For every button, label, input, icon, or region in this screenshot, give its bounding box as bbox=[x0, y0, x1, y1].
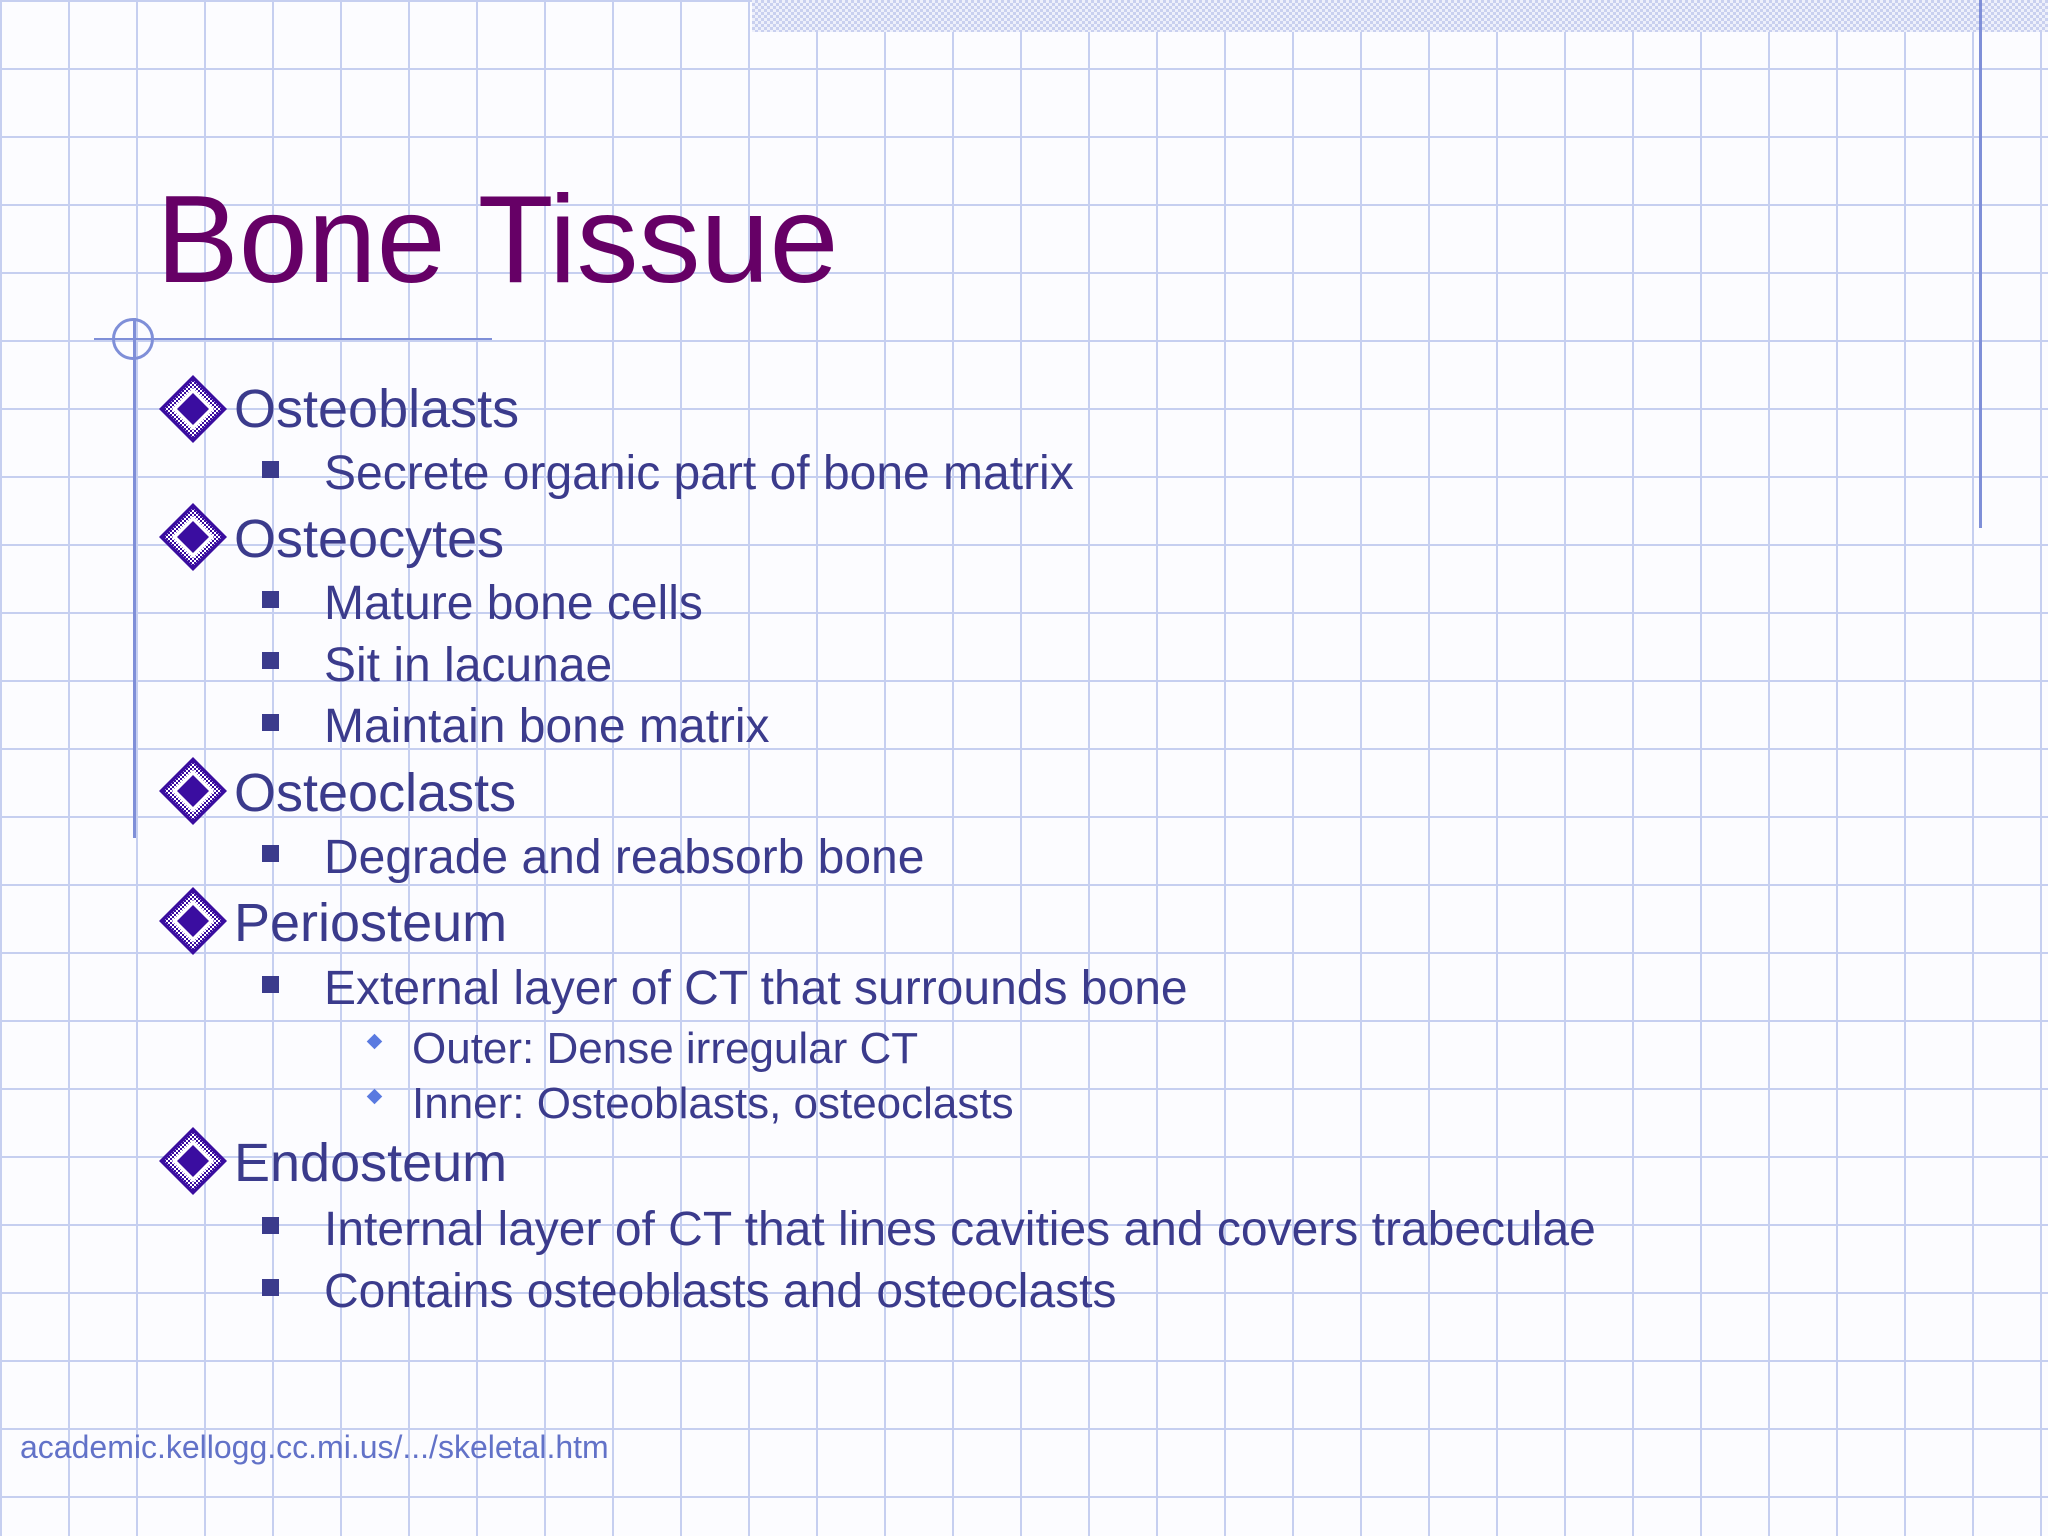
square-bullet-icon bbox=[262, 976, 279, 993]
decorative-left-rule bbox=[133, 318, 136, 838]
sub-bullet: Sit in lacunae bbox=[324, 639, 613, 692]
crosshair-circle-icon bbox=[112, 318, 154, 360]
bullet-periosteum: Periosteum bbox=[234, 893, 508, 953]
sub-bullet: External layer of CT that surrounds bone bbox=[324, 962, 1188, 1015]
decorative-right-rule bbox=[1979, 0, 1982, 528]
checkered-diamond-icon bbox=[158, 502, 228, 572]
bullet-osteoblasts: Osteoblasts bbox=[234, 379, 520, 439]
checkered-diamond-icon bbox=[158, 756, 228, 826]
sub-bullet: Maintain bone matrix bbox=[324, 700, 770, 753]
sub-sub-bullet: Inner: Osteoblasts, osteoclasts bbox=[412, 1079, 1014, 1128]
bullet-endosteum: Endosteum bbox=[234, 1133, 508, 1193]
square-bullet-icon bbox=[262, 591, 279, 608]
bullet-osteocytes: Osteocytes bbox=[234, 509, 505, 569]
source-url-footer: academic.kellogg.cc.mi.us/.../skeletal.htm bbox=[20, 1429, 609, 1465]
sub-bullet: Mature bone cells bbox=[324, 577, 703, 630]
sub-sub-bullet: Outer: Dense irregular CT bbox=[412, 1024, 919, 1073]
sub-bullet: Degrade and reabsorb bone bbox=[324, 831, 925, 884]
square-bullet-icon bbox=[262, 714, 279, 731]
checkered-diamond-icon bbox=[158, 1126, 228, 1196]
sub-bullet: Internal layer of CT that lines cavities and covers trabeculae bbox=[324, 1203, 1596, 1256]
square-bullet-icon bbox=[262, 461, 279, 478]
slide-title: Bone Tissue bbox=[156, 171, 839, 309]
square-bullet-icon bbox=[262, 652, 279, 669]
decorative-top-band bbox=[752, 0, 2048, 32]
square-bullet-icon bbox=[262, 845, 279, 862]
bullet-osteoclasts: Osteoclasts bbox=[234, 763, 517, 823]
checkered-diamond-icon bbox=[158, 374, 228, 444]
square-bullet-icon bbox=[262, 1217, 279, 1234]
sub-bullet: Contains osteoblasts and osteoclasts bbox=[324, 1265, 1117, 1318]
checkered-diamond-icon bbox=[158, 886, 228, 956]
small-diamond-icon bbox=[367, 1089, 383, 1105]
small-diamond-icon bbox=[367, 1034, 383, 1050]
square-bullet-icon bbox=[262, 1279, 279, 1296]
sub-bullet: Secrete organic part of bone matrix bbox=[324, 447, 1074, 500]
